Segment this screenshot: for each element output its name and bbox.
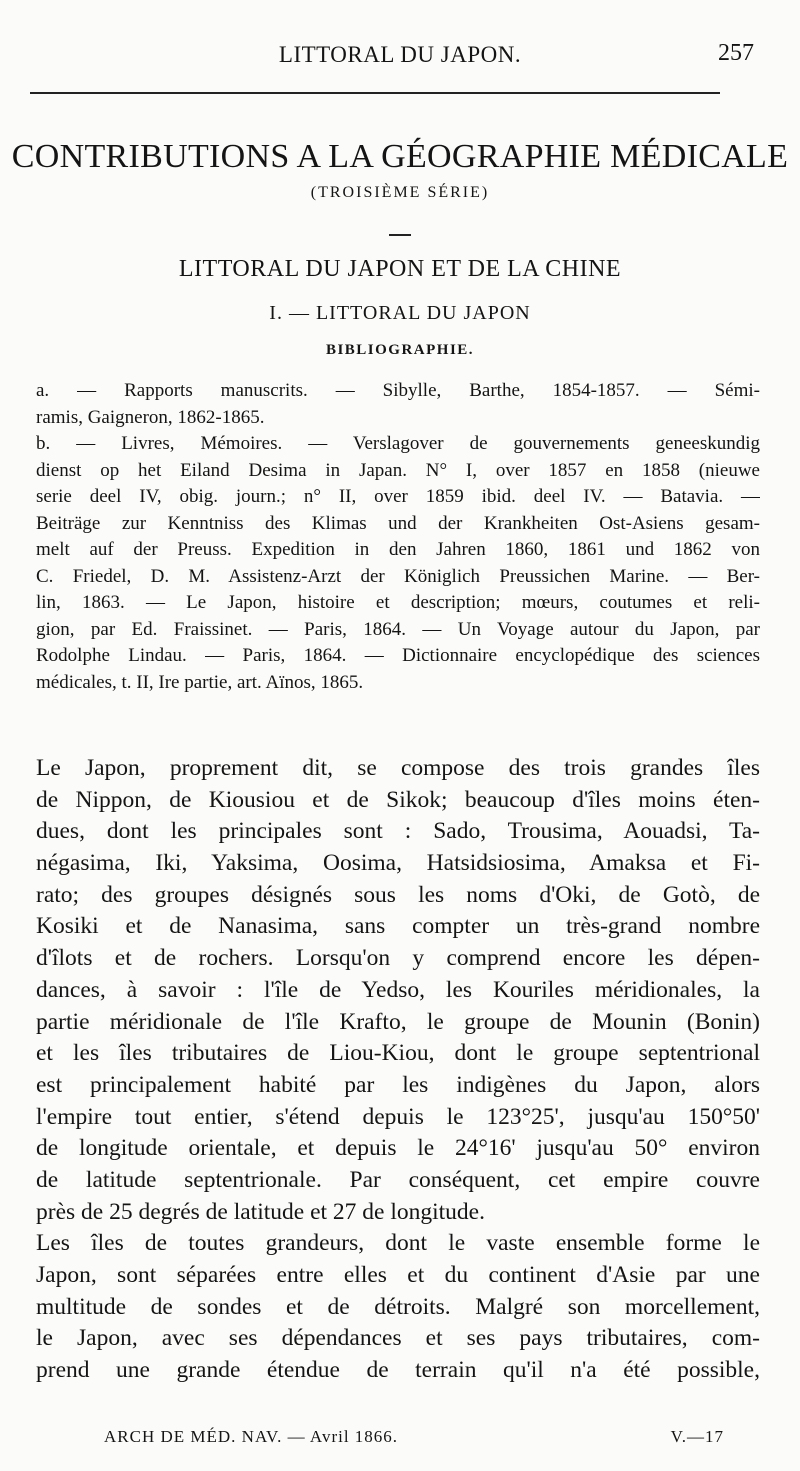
bibliography-line: médicales, t. II, Ire partie, art. Aïnos, 1865. bbox=[36, 671, 364, 693]
body-line: Le Japon, proprement dit, se compose des trois grandes îles bbox=[36, 755, 760, 781]
body-line: rato; des groupes désignés sous les noms d'Oki, de Gotò, de bbox=[36, 881, 760, 908]
bibliography-line: serie deel IV, obig. journ.; n° II, over 1859 ibid. deel IV. — Batavia. — bbox=[36, 486, 760, 507]
bibliography-heading: BIBLIOGRAPHIE. bbox=[325, 342, 475, 358]
bibliography-line: dienst op het Eiland Desima in Japan. N° I, over 1857 en 1858 (nieuwe bbox=[36, 459, 760, 481]
bibliography-line: melt auf der Preuss. Expedition in den Jahren 1860, 1861 und 1862 von bbox=[36, 539, 760, 560]
bibliography bbox=[36, 378, 760, 696]
body-line: de longitude orientale, et depuis le 24°16' jusqu'au 50° environ bbox=[36, 1135, 760, 1162]
body-line: partie méridionale de l'île Krafto, le groupe de Mounin (Bonin) bbox=[36, 1008, 760, 1035]
page-number: 257 bbox=[718, 40, 754, 66]
body-line: Kosiki et de Nanasima, sans compter un très-grand nombre bbox=[36, 913, 760, 940]
series-label: (TROISIÈME SÉRIE) bbox=[310, 184, 490, 201]
section-heading: I. — LITTORAL DU JAPON bbox=[269, 302, 531, 324]
bibliography-line: b. — Livres, Mémoires. — Verslagover de gouvernements geneeskundig bbox=[36, 433, 760, 454]
title-dash bbox=[389, 234, 411, 236]
body-line: dues, dont les principales sont : Sado, Trousima, Aouadsi, Ta- bbox=[36, 818, 760, 845]
bibliography-line: gion, par Ed. Fraissinet. — Paris, 1864. — Un Voyage autour du Japon, par bbox=[36, 618, 760, 640]
bibliography-line: ramis, Gaigneron, 1862-1865. bbox=[36, 406, 265, 428]
body-line: le Japon, avec ses dépendances et ses pays tributaires, com- bbox=[36, 1325, 760, 1352]
bibliography-line: C. Friedel, D. M. Assistenz-Arzt der Königlich Preussichen Marine. — Ber- bbox=[36, 565, 760, 587]
body-line: d'îlots et de rochers. Lorsqu'on y comprend encore les dépen- bbox=[36, 945, 760, 972]
body-line: prend une grande étendue de terrain qu'il n'a été possible, bbox=[36, 1357, 760, 1384]
body-line: dances, à savoir : l'île de Yedso, les Kouriles méridionales, la bbox=[36, 976, 760, 1003]
bibliography-line: Beiträge zur Kenntniss des Klimas und der Krankheiten Ost-Asiens gesam- bbox=[36, 512, 760, 534]
running-title: LITTORAL DU JAPON. bbox=[278, 42, 522, 67]
body-line: négasima, Iki, Yaksima, Oosima, Hatsidsiosima, Amaksa et Fi- bbox=[36, 850, 760, 877]
footer-signature: V.—17 bbox=[670, 1427, 724, 1446]
body-line: est principalement habité par les indigènes du Japon, alors bbox=[36, 1071, 760, 1098]
body-line: Les îles de toutes grandeurs, dont le vaste ensemble forme le bbox=[36, 1230, 760, 1257]
body-line: de latitude septentrionale. Par conséquent, cet empire couvre bbox=[36, 1166, 760, 1193]
bibliography-line: Rodolphe Lindau. — Paris, 1864. — Dictionnaire encyclopédique des sciences bbox=[36, 645, 760, 666]
bibliography-line: a. — Rapports manuscrits. — Sibylle, Barthe, 1854-1857. — Sémi- bbox=[36, 380, 760, 401]
main-title: CONTRIBUTIONS A LA GÉOGRAPHIE MÉDICALE bbox=[11, 138, 789, 175]
subtitle: LITTORAL DU JAPON ET DE LA CHINE bbox=[178, 256, 622, 282]
body-line: Japon, sont séparées entre elles et du continent d'Asie par une bbox=[36, 1262, 760, 1288]
body-line: de Nippon, de Kiousiou et de Sikok; beaucoup d'îles moins éten- bbox=[36, 786, 760, 813]
body-line: près de 25 degrés de latitude et 27 de longitude. bbox=[36, 1198, 485, 1225]
footer-journal: ARCH DE MÉD. NAV. — Avril 1866. bbox=[104, 1427, 399, 1446]
bibliography-line: lin, 1863. — Le Japon, histoire et description; mœurs, coutumes et reli- bbox=[36, 592, 760, 613]
header-rule bbox=[30, 92, 720, 94]
body-line: l'empire tout entier, s'étend depuis le 123°25', jusqu'au 150°50' bbox=[36, 1103, 760, 1130]
body-line: et les îles tributaires de Liou-Kiou, dont le groupe septentrional bbox=[36, 1040, 760, 1067]
body-text bbox=[36, 753, 760, 1387]
body-line: multitude de sondes et de détroits. Malgré son morcellement, bbox=[36, 1293, 760, 1320]
